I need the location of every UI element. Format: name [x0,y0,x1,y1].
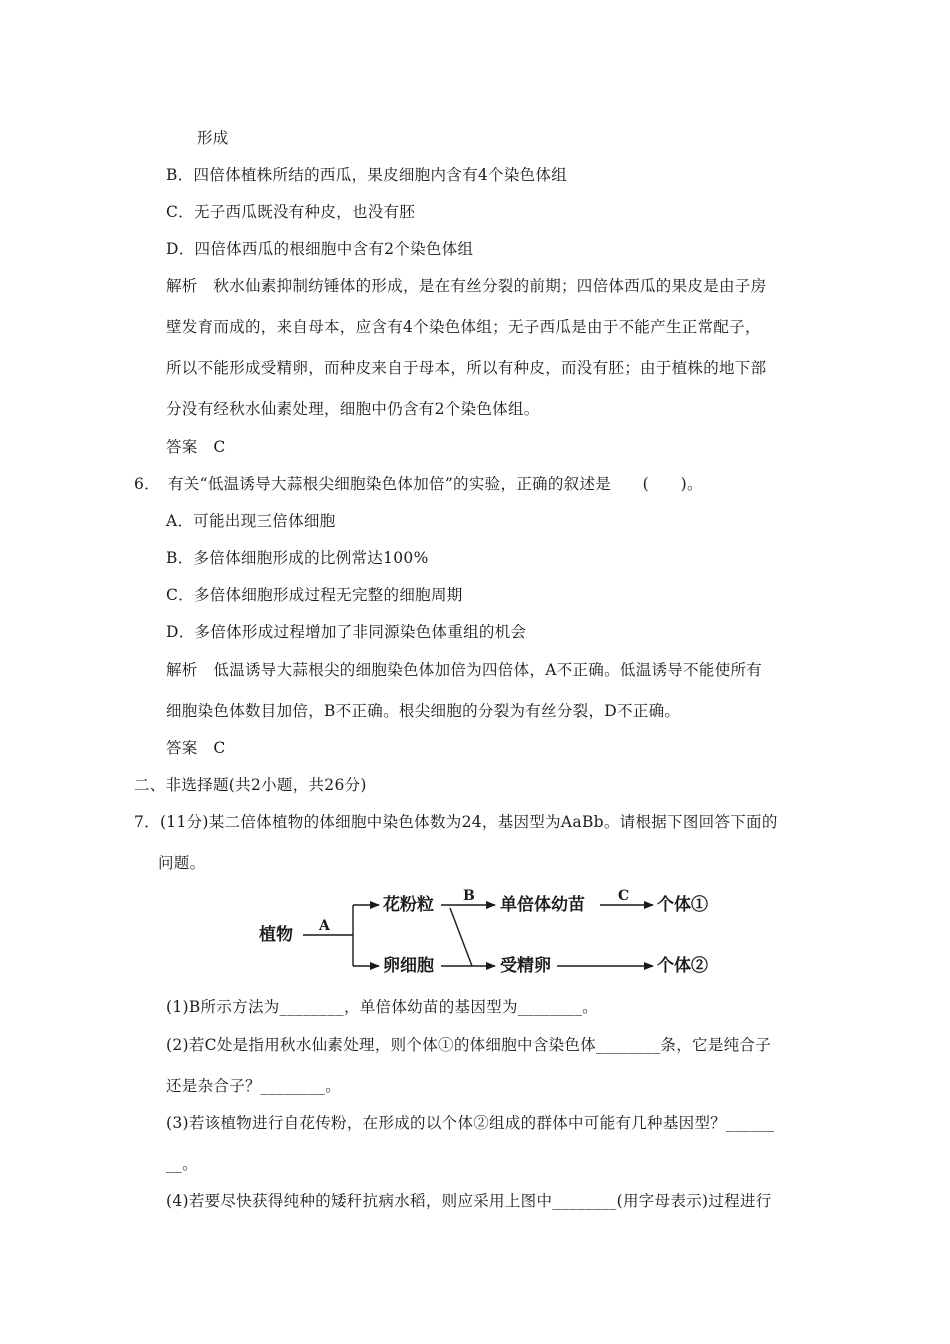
q5-answer: 答案 C [166,438,226,456]
q7-stem-line-2: 问题。 [158,854,206,872]
q7-sub-1: (1)B所示方法为________，单倍体幼苗的基因型为________。 [166,998,598,1016]
breeding-flow-diagram [255,882,735,982]
q6-analysis-line-1: 解析 低温诱导大蒜根尖的细胞染色体加倍为四倍体，A不正确。低温诱导不能使所有 [166,661,763,679]
q5-analysis-line-4: 分没有经秋水仙素处理，细胞中仍含有2个染色体组。 [166,400,540,418]
q6-answer: 答案 C [166,739,226,757]
node-zygote: 受精卵 [500,956,551,976]
node-haploid-seedling: 单倍体幼苗 [500,895,585,915]
q6-option-d: D．多倍体形成过程增加了非同源染色体重组的机会 [166,623,527,641]
q5-option-a-continuation: 形成 [197,129,229,147]
q5-analysis-line-2: 壁发育而成的，来自母本，应含有4个染色体组；无子西瓜是由于不能产生正常配子， [166,318,761,336]
q6-stem: 6． 有关“低温诱导大蒜根尖细胞染色体加倍”的实验，正确的叙述是 ( )。 [134,475,703,493]
q7-sub-3-line-2: __。 [166,1155,198,1173]
q5-analysis-line-1: 解析 秋水仙素抑制纺锤体的形成，是在有丝分裂的前期；四倍体西瓜的果皮是由子房 [166,277,767,295]
q5-option-d: D．四倍体西瓜的根细胞中含有2个染色体组 [166,240,474,258]
step-b-label: B [463,888,475,904]
q5-option-c: C．无子西瓜既没有种皮，也没有胚 [166,203,416,221]
q6-option-c: C．多倍体细胞形成过程无完整的细胞周期 [166,586,463,604]
q5-analysis-line-3: 所以不能形成受精卵，而种皮来自于母本，所以有种皮，而没有胚；由于植株的地下部 [166,359,767,377]
q6-analysis-line-2: 细胞染色体数目加倍，B不正确。根尖细胞的分裂为有丝分裂，D不正确。 [166,702,681,720]
node-individual-1: 个体① [657,895,708,915]
q7-sub-2-line-1: (2)若C处是指用秋水仙素处理，则个体①的体细胞中含染色体________条，它是纯合子 [166,1036,772,1054]
node-egg-cell: 卵细胞 [383,956,434,976]
node-individual-2: 个体② [657,956,708,976]
node-plant: 植物 [259,925,293,945]
step-a-label: A [319,918,330,934]
step-c-label: C [618,888,630,904]
q6-option-a: A．可能出现三倍体细胞 [166,512,336,530]
node-pollen: 花粉粒 [383,895,434,915]
q7-stem-line-1: 7．(11分)某二倍体植物的体细胞中染色体数为24，基因型为AaBb。请根据下图回答下面的 [134,813,778,831]
q7-sub-2-line-2: 还是杂合子？________。 [166,1077,342,1095]
q7-sub-3-line-1: (3)若该植物进行自花传粉，在形成的以个体②组成的群体中可能有几种基因型？______ [166,1114,775,1132]
q7-sub-4-line-1: (4)若要尽快获得纯种的矮秆抗病水稻，则应采用上图中________(用字母表示)过程进行 [166,1192,772,1210]
section-2-title: 二、非选择题(共2小题，共26分) [134,776,367,794]
q6-option-b: B．多倍体细胞形成的比例常达100% [166,549,429,567]
q5-option-b: B．四倍体植株所结的西瓜，果皮细胞内含有4个染色体组 [166,166,568,184]
